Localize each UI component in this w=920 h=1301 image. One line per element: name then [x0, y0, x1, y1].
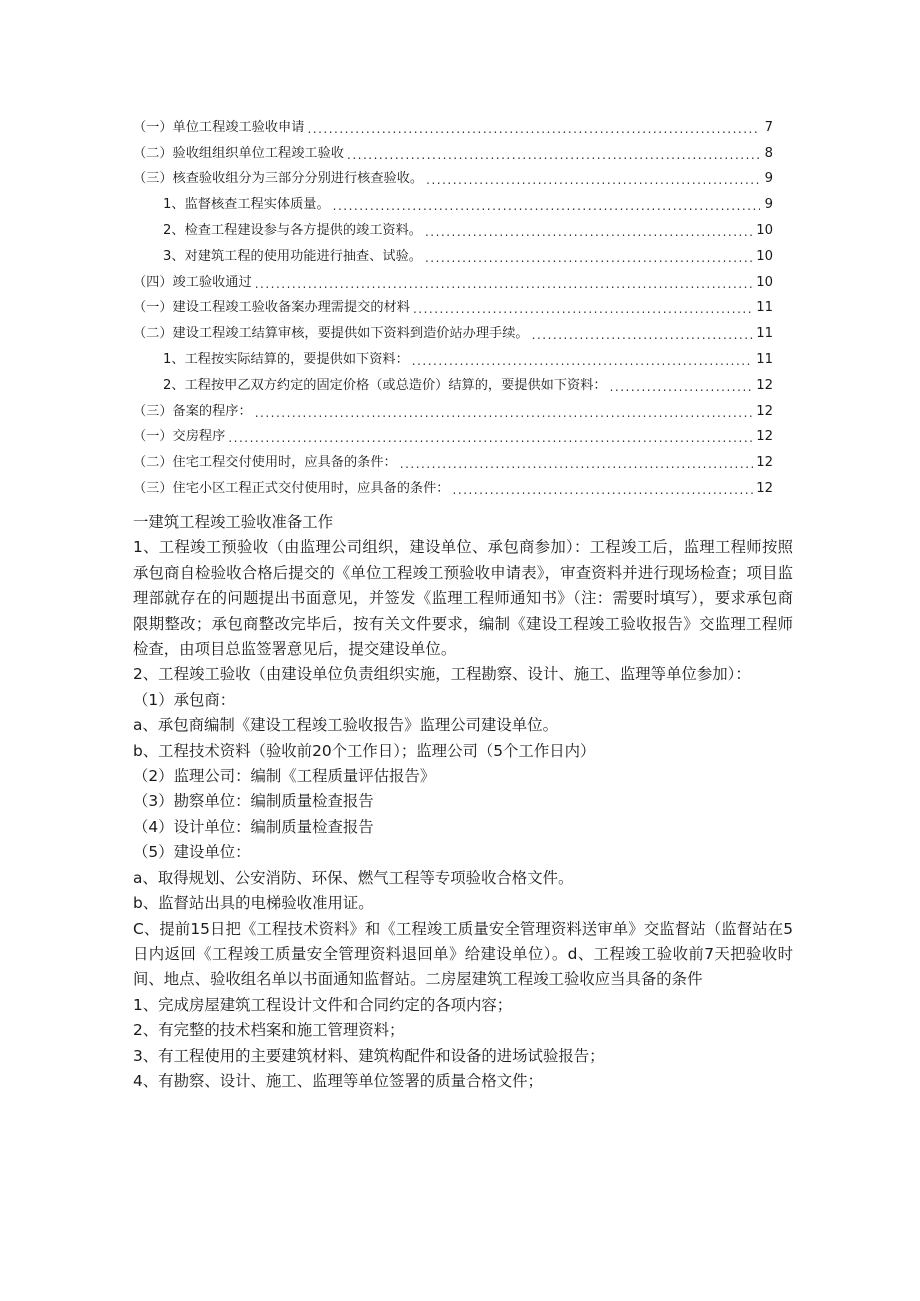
toc-entry[interactable]: [133, 471, 773, 497]
paragraph: b、工程技术资料（验收前20个工作日）；监理公司（5个工作日内）: [133, 741, 596, 760]
toc-entry-title: （三）备案的程序：: [133, 403, 252, 419]
toc-entry-title: 2、工程按甲乙双方约定的固定价格（或总造价）结算的，要提供如下资料：: [163, 377, 607, 393]
toc-leader-dots: [532, 328, 754, 342]
toc-entry-title: 2、检查工程建设参与各方提供的竣工资料。: [163, 222, 422, 238]
toc-leader-dots: [400, 457, 753, 471]
toc-leader-dots: [610, 380, 754, 394]
toc-entry[interactable]: [133, 316, 773, 342]
document-body: [133, 510, 793, 1094]
paragraph: b、监督站出具的电梯验收准用证。: [133, 894, 374, 913]
table-of-contents: [133, 110, 773, 497]
toc-entry-page: 10: [756, 274, 773, 290]
toc-entry-title: 3、对建筑工程的使用功能进行抽查、试验。: [163, 248, 422, 264]
toc-entry-page: 12: [756, 403, 773, 419]
paragraph: C、提前15日把《工程技术资料》和《工程竣工质量安全管理资料送审单》交监督站（监督站在5日内返回《工程竣工质量安全管理资料退回单》给建设单位）。d、工程竣工验收前7天把验收时间、地点、验收组名单以书面通知监督站。二房屋建筑工程竣工验收应当具备的条件: [133, 919, 793, 989]
paragraph: 4、有勘察、设计、施工、监理等单位签署的质量合格文件；: [133, 1071, 543, 1090]
toc-leader-dots: [307, 122, 760, 136]
toc-leader-dots: [453, 483, 754, 497]
toc-entry-page: 11: [756, 300, 773, 316]
toc-entry-title: （一）交房程序: [133, 429, 226, 445]
toc-entry[interactable]: [133, 110, 773, 136]
paragraph: 1、完成房屋建筑工程设计文件和合同约定的各项内容；: [133, 995, 513, 1014]
toc-entry-title: （二）验收组组织单位工程竣工验收: [133, 145, 344, 161]
toc-entry-title: （四）竣工验收通过: [133, 274, 252, 290]
toc-entry-title: （三）住宅小区工程正式交付使用时，应具备的条件：: [133, 480, 450, 496]
toc-entry-title: （二）建设工程竣工结算审核，要提供如下资料到造价站办理手续。: [133, 326, 529, 342]
toc-entry-title: （一）建设工程竣工验收备案办理需提交的材料: [133, 300, 410, 316]
toc-entry-page: 11: [756, 351, 773, 367]
toc-subentry[interactable]: [133, 368, 773, 394]
toc-entry-page: 12: [756, 377, 773, 393]
toc-entry[interactable]: [133, 420, 773, 446]
toc-entry-page: 12: [756, 480, 773, 496]
toc-entry-title: 1、监督核查工程实体质量。: [163, 197, 330, 213]
paragraph: a、取得规划、公安消防、环保、燃气工程等专项验收合格文件。: [133, 868, 574, 887]
toc-subentry[interactable]: [133, 187, 773, 213]
toc-subentry[interactable]: [133, 342, 773, 368]
paragraph: 2、工程竣工验收（由建设单位负责组织实施，工程勘察、设计、施工、监理等单位参加）：: [133, 665, 751, 684]
toc-entry-title: （二）住宅工程交付使用时，应具备的条件：: [133, 455, 397, 471]
toc-entry-title: （三）核查验收组分为三部分分别进行核查验收。: [133, 171, 424, 187]
paragraph: （2）监理公司：编制《工程质量评估报告》: [133, 767, 436, 786]
toc-entry-page: 7: [764, 119, 773, 135]
section-heading: 一建筑工程竣工验收准备工作: [133, 513, 334, 531]
toc-entry-title: 1、工程按实际结算的，要提供如下资料：: [163, 351, 409, 367]
toc-entry-title: （一）单位工程竣工验收申请: [133, 119, 305, 135]
paragraph: （3）勘察单位：编制质量检查报告: [133, 792, 374, 811]
toc-subentry[interactable]: [133, 213, 773, 239]
paragraph: （1）承包商：: [133, 690, 236, 709]
toc-entry-page: 11: [756, 326, 773, 342]
toc-leader-dots: [347, 148, 760, 162]
toc-leader-dots: [412, 354, 753, 368]
toc-entry[interactable]: [133, 291, 773, 317]
paragraph: （5）建设单位：: [133, 843, 251, 862]
toc-entry[interactable]: [133, 445, 773, 471]
toc-entry[interactable]: [133, 136, 773, 162]
paragraph: 2、有完整的技术档案和施工管理资料；: [133, 1021, 405, 1040]
toc-entry-page: 9: [764, 197, 773, 213]
toc-leader-dots: [426, 173, 760, 187]
toc-entry-page: 10: [756, 248, 773, 264]
toc-entry[interactable]: [133, 265, 773, 291]
toc-entry-page: 9: [764, 171, 773, 187]
toc-entry-page: 12: [756, 455, 773, 471]
toc-leader-dots: [255, 406, 754, 420]
toc-entry-page: 12: [756, 429, 773, 445]
toc-leader-dots: [425, 225, 753, 239]
toc-leader-dots: [255, 277, 754, 291]
toc-entry-page: 10: [756, 222, 773, 238]
paragraph: 3、有工程使用的主要建筑材料、建筑构配件和设备的进场试验报告；: [133, 1046, 605, 1065]
toc-entry-page: 8: [764, 145, 773, 161]
toc-leader-dots: [425, 251, 753, 265]
paragraph: a、承包商编制《建设工程竣工验收报告》监理公司建设单位。: [133, 716, 558, 735]
paragraph: （4）设计单位：编制质量检查报告: [133, 817, 374, 836]
toc-entry[interactable]: [133, 394, 773, 420]
toc-leader-dots: [413, 302, 753, 316]
toc-subentry[interactable]: [133, 239, 773, 265]
toc-leader-dots: [333, 199, 760, 213]
toc-entry[interactable]: [133, 162, 773, 188]
toc-leader-dots: [228, 431, 753, 445]
paragraph: 1、工程竣工预验收（由监理公司组织，建设单位、承包商参加）：工程竣工后，监理工程师按照承包商自检验收合格后提交的《单位工程竣工预验收申请表》，审查资料并进行现场检查；项目监理部就存在的问题提出书面意见，并签发《监理工程师通知书》（注：需要时填写），要求承包商限期整改；承包商整改完毕后，按有关文件要求，编制《建设工程竣工验收报告》交监理工程师检查，由项目总监签署意见后，提交建设单位。: [133, 538, 793, 659]
